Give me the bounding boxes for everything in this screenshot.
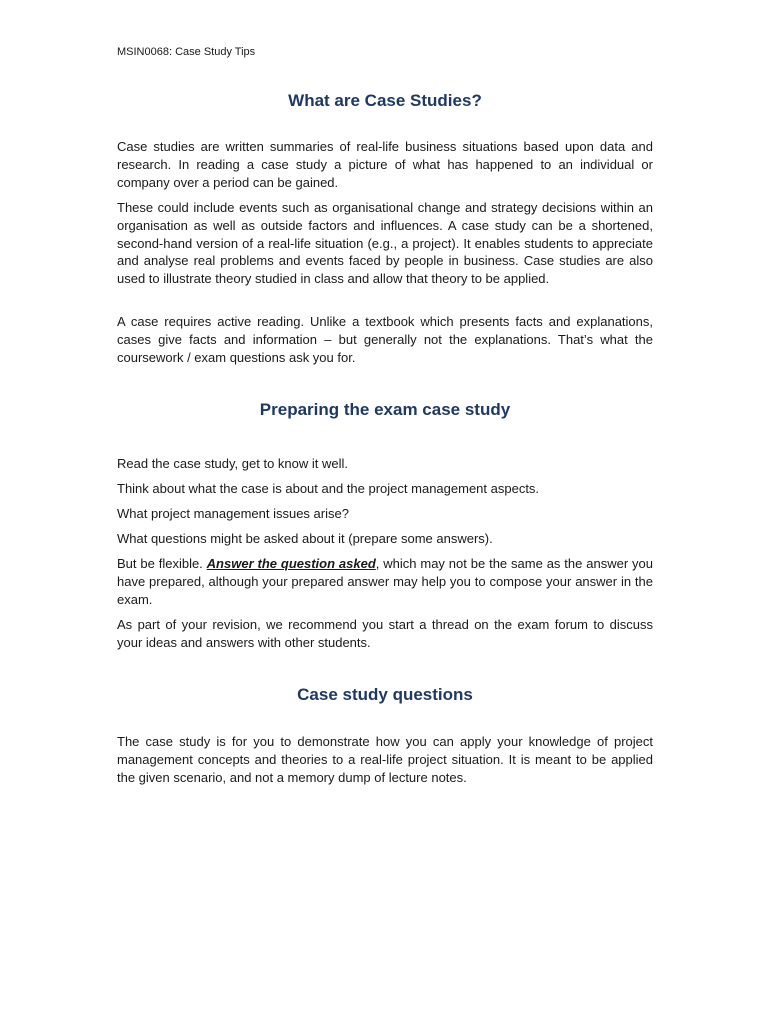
page-header: MSIN0068: Case Study Tips [117,46,256,58]
paragraph-intro: Case studies are written summaries of real-life business situations based upon data and research. In reading a case study a picture of what has happened to an individual or company over a period can be gained. [117,139,653,190]
tip-think-about: Think about what the case is about and the project management aspects. [117,481,540,496]
tip-questions: What questions might be asked about it (prepare some answers). [117,531,493,546]
tip-issues: What project management issues arise? [117,506,349,521]
paragraph-active-reading: A case requires active reading. Unlike a textbook which presents facts and explanations, cases give facts and information – but generally not the explanations. That’s what the coursework / exam questions ask you for. [117,314,653,365]
paragraph-events: These could include events such as organisational change and strategy decisions within an organisation as well as outside factors and influences. A case study can be a shortened, second-hand version of a real-life situation (e.g., a project). It enables students to appreciate and analyse real problems and events faced by people in business. Case studies are also used to illustrate theory studied in class and allow that theory to be applied. [117,200,653,287]
paragraph-demonstrate: The case study is for you to demonstrate how you can apply your knowledge of project management concepts and theories to a real-life project situation. It is meant to be applied the given scenario, and not a memory dump of lecture notes. [117,734,653,785]
section-heading-preparing: Preparing the exam case study [259,400,511,419]
section-heading-case-study-questions: Case study questions [297,685,473,704]
flexible-text-start: But be flexible. [117,556,207,571]
paragraph-revision: As part of your revision, we recommend you start a thread on the exam forum to discuss your ideas and answers with other students. [117,617,653,650]
answer-the-question-emphasis: Answer the question asked [206,556,376,571]
section-heading-what-are-case-studies: What are Case Studies? [288,91,482,110]
tip-read-case: Read the case study, get to know it well. [117,456,348,471]
paragraph-be-flexible [117,555,653,608]
flexible-text-end: , which may not be the same as the answer you have prepared, although your prepared answer may help you to compose your answer in the exam. [117,556,653,607]
